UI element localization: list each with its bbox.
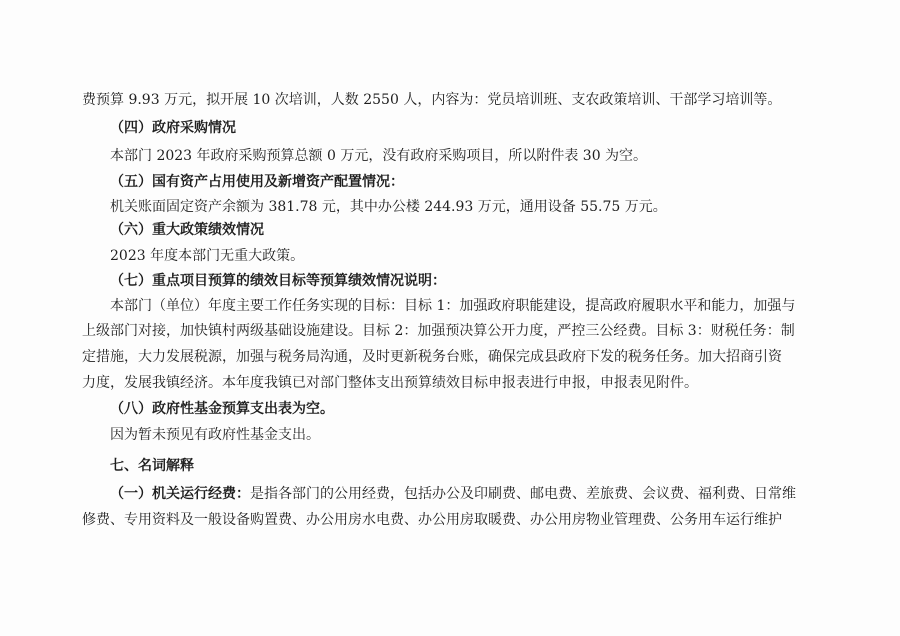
term-definition-line xyxy=(110,483,822,507)
section-heading-performance: （七）重点项目预算的绩效目标等预算绩效情况说明： xyxy=(110,273,446,289)
section-heading-policy: （六）重大政策绩效情况 xyxy=(110,222,264,238)
paragraph-line: 2023 年度本部门无重大政策。 xyxy=(110,248,305,264)
term-text: 是指各部门的公用经费，包括办公及印刷费、邮电费、差旅费、会议费、福利费、日常维 xyxy=(250,486,796,502)
section-heading-fund: （八）政府性基金预算支出表为空。 xyxy=(110,401,334,417)
paragraph-line: 因为暂未预见有政府性基金支出。 xyxy=(110,427,320,443)
paragraph-line: 修费、专用资料及一般设备购置费、办公用房水电费、办公用房取暖费、办公用房物业管理费、公务用车运行维护 xyxy=(82,512,782,528)
paragraph-line: 力度，发展我镇经济。本年度我镇已对部门整体支出预算绩效目标申报表进行申报，申报表见附件。 xyxy=(82,375,698,391)
chapter-heading-glossary: 七、名词解释 xyxy=(110,458,194,474)
paragraph-line: 费预算 9.93 万元，拟开展 10 次培训，人数 2550 人，内容为：党员培训班、支农政策培训、干部学习培训等。 xyxy=(82,92,782,108)
paragraph-line: 本部门 2023 年政府采购预算总额 0 万元，没有政府采购项目，所以附件表 30 为空。 xyxy=(110,148,648,164)
section-heading-procurement: （四）政府采购情况 xyxy=(110,120,236,136)
term-label: （一）机关运行经费： xyxy=(110,486,250,502)
paragraph-line: 定措施，大力发展税源，加强与税务局沟通，及时更新税务台账，确保完成县政府下发的税务任务。加大招商引资 xyxy=(82,349,782,365)
section-heading-assets: （五）国有资产占用使用及新增资产配置情况： xyxy=(110,174,404,190)
paragraph-line: 本部门（单位）年度主要工作任务实现的目标：目标 1：加强政府职能建设，提高政府履职水平和能力，加强与 xyxy=(110,298,796,314)
paragraph-line: 上级部门对接，加快镇村两级基础设施建设。目标 2：加强预决算公开力度，严控三公经费。目标 3：财税任务：制 xyxy=(82,323,795,339)
paragraph-line: 机关账面固定资产余额为 381.78 元，其中办公楼 244.93 万元，通用设备 55.75 万元。 xyxy=(110,199,667,215)
